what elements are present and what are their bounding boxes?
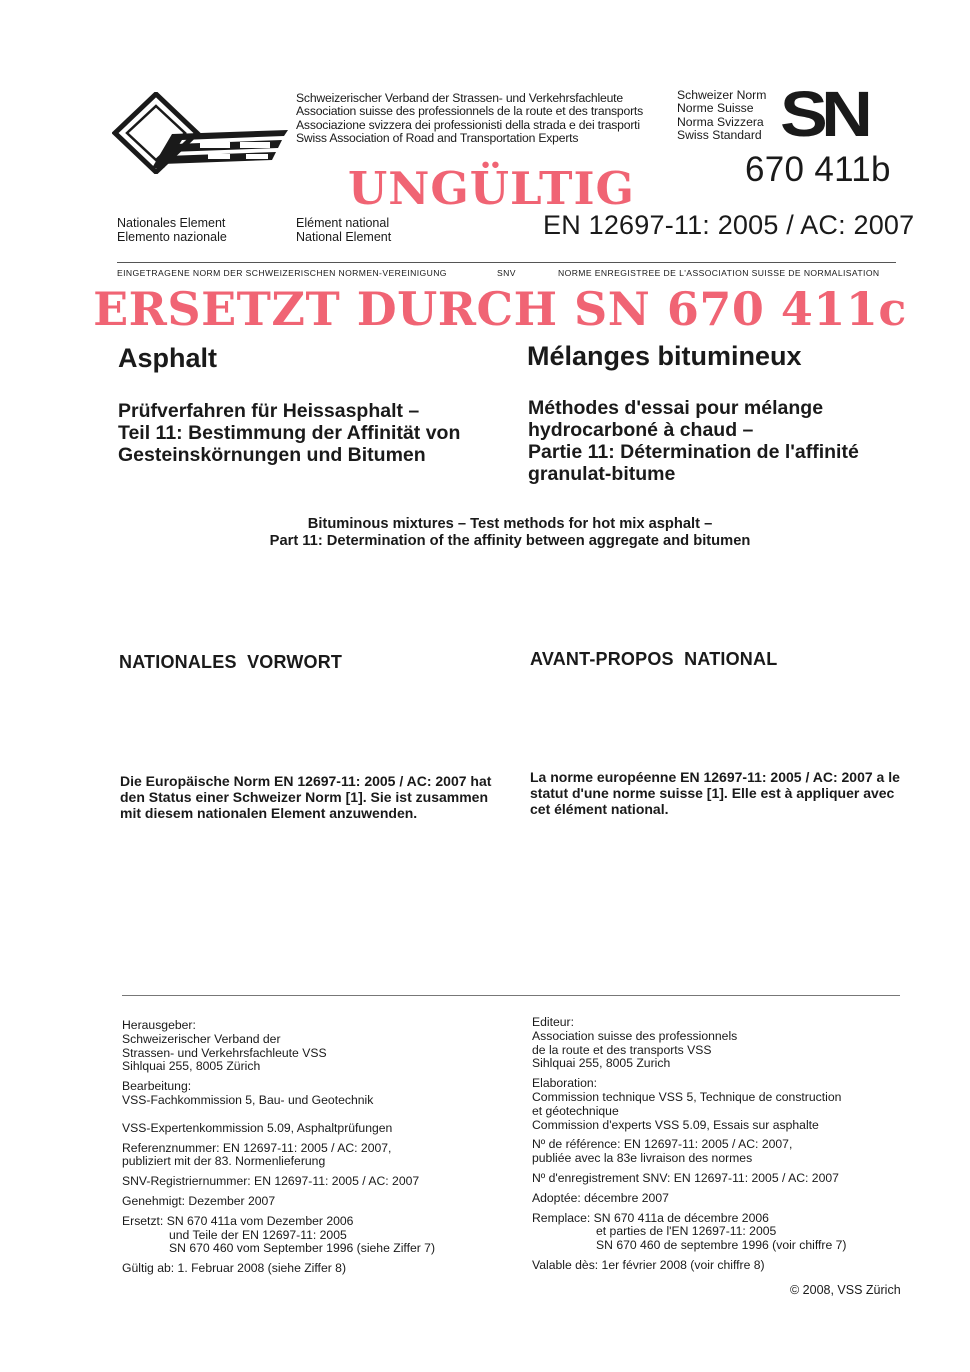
- norm-type-it: Norma Svizzera: [677, 114, 764, 129]
- national-element-fr: Elément national: [296, 216, 390, 230]
- imprint-de: [122, 1019, 435, 1276]
- foreword-de-line: den Status einer Schweizer Norm [1]. Sie ist zusammen: [120, 789, 488, 805]
- imprint-fr-line: SN 670 460 de septembre 1996 (voir chiffre 7): [596, 1238, 847, 1253]
- norm-type: [677, 89, 766, 143]
- association-fr: Association suisse des professionnels de la route et des transports: [296, 104, 644, 119]
- foreword-heading-de: NATIONALES VORWORT: [119, 652, 343, 672]
- norm-type-en: Swiss Standard: [677, 128, 762, 143]
- imprint-de-line: und Teile der EN 12697-11: 2005: [169, 1227, 347, 1242]
- national-element-fr-en: [296, 216, 391, 244]
- imprint-de-line: Strassen- und Verkehrsfachleute VSS: [122, 1045, 327, 1060]
- title-en-line: Bituminous mixtures – Test methods for hot mix asphalt –: [307, 516, 713, 532]
- vss-logo: [112, 92, 290, 174]
- imprint-de-line: Ersetzt: SN 670 411a vom Dezember 2006: [122, 1213, 354, 1228]
- title-de-main: Asphalt: [118, 343, 218, 373]
- imprint-de-line: Sihlquai 255, 8005 Zürich: [122, 1059, 261, 1074]
- imprint-fr-line: Nº de référence: EN 12697-11: 2005 / AC: 2007,: [532, 1137, 793, 1152]
- en-reference: EN 12697-11: 2005 / AC: 2007: [543, 210, 915, 240]
- imprint-fr-line: Commission technique VSS 5, Technique de construction: [532, 1089, 842, 1104]
- association-en: Swiss Association of Road and Transportation Experts: [296, 131, 579, 146]
- divider: [117, 262, 896, 263]
- imprint-de-line: VSS-Fachkommission 5, Bau- und Geotechnik: [122, 1092, 374, 1107]
- imprint-de-line: VSS-Expertenkommission 5.09, Asphaltprüfungen: [122, 1120, 393, 1135]
- imprint-de-line: Herausgeber:: [122, 1018, 196, 1032]
- imprint-fr-line: publiée avec la 83e livraison des normes: [532, 1151, 753, 1166]
- foreword-fr-line: cet élément national.: [530, 801, 669, 817]
- imprint-de-line: Referenznummer: EN 12697-11: 2005 / AC: 2007,: [122, 1140, 392, 1155]
- national-element-en: National Element: [296, 230, 392, 244]
- imprint-fr-line: Association suisse des professionnels: [532, 1028, 738, 1043]
- sn-logo: SN: [780, 78, 867, 150]
- imprint-fr-line: Commission d'experts VSS 5.09, Essais sur asphalte: [532, 1117, 819, 1132]
- imprint-de-line: Bearbeitung:: [122, 1079, 192, 1094]
- title-fr-sub: [528, 397, 859, 485]
- national-element-de-it: [117, 216, 227, 244]
- norm-type-fr: Norme Suisse: [677, 101, 754, 116]
- registration-right: NORME ENREGISTREE DE L'ASSOCIATION SUISSE DE NORMALISATION: [558, 268, 880, 278]
- foreword-text-de: [120, 773, 491, 821]
- foreword-de-line: mit diesem nationalen Element anzuwenden.: [120, 805, 418, 821]
- foreword-fr-line: statut d'une norme suisse [1]. Elle est à appliquer avec: [530, 785, 895, 801]
- title-en-line: Part 11: Determination of the affinity between aggregate and bitumen: [269, 533, 751, 549]
- association-de: Schweizerischer Verband der Strassen- und Verkehrsfachleute: [296, 91, 623, 105]
- title-fr-line: Méthodes d'essai pour mélange: [528, 397, 824, 419]
- imprint-de-line: Genehmigt: Dezember 2007: [122, 1193, 276, 1208]
- imprint-fr-line: Editeur:: [532, 1015, 575, 1029]
- imprint-de-line: SN 670 460 vom September 1996 (siehe Ziffer 7): [169, 1241, 436, 1256]
- association-names: [296, 92, 643, 146]
- title-fr-line: hydrocarboné à chaud –: [528, 419, 754, 441]
- imprint-de-line: Schweizerischer Verband der: [122, 1031, 281, 1046]
- imprint-fr-line: et géotechnique: [532, 1103, 619, 1118]
- imprint-fr-line: et parties de l'EN 12697-11: 2005: [596, 1224, 777, 1239]
- title-fr-main: Mélanges bitumineux: [527, 341, 802, 371]
- copyright: © 2008, VSS Zürich: [790, 1283, 901, 1297]
- title-de-line: Teil 11: Bestimmung der Affinität von: [118, 422, 461, 444]
- foreword-heading-fr: AVANT-PROPOS NATIONAL: [530, 649, 778, 669]
- title-fr-line: granulat-bitume: [528, 463, 676, 485]
- title-de-sub: [118, 400, 460, 466]
- registration-middle: SNV: [497, 268, 516, 278]
- foreword-text-fr: [530, 769, 900, 817]
- national-element-de: Nationales Element: [117, 216, 226, 230]
- registration-left: EINGETRAGENE NORM DER SCHWEIZERISCHEN NORMEN-VEREINIGUNG: [117, 268, 447, 278]
- imprint-de-line: Gültig ab: 1. Februar 2008 (siehe Ziffer 8): [122, 1261, 347, 1276]
- imprint-de-line: publiziert mit der 83. Normenlieferung: [122, 1154, 326, 1169]
- imprint-fr-line: Adoptée: décembre 2007: [532, 1190, 669, 1205]
- norm-type-de: Schweizer Norm: [677, 88, 767, 102]
- title-fr-line: Partie 11: Détermination de l'affinité: [528, 441, 859, 463]
- title-de-line: Prüfverfahren für Heissasphalt –: [118, 400, 420, 422]
- document-number: 670 411b: [745, 150, 891, 189]
- imprint-fr-line: Sihlquai 255, 8005 Zurich: [532, 1056, 671, 1071]
- national-element-it: Elemento nazionale: [117, 230, 227, 244]
- invalid-stamp: UNGÜLTIG: [348, 162, 635, 215]
- imprint-fr-line: de la route et des transports VSS: [532, 1042, 712, 1057]
- association-it: Associazione svizzera dei professionisti della strada e dei trasporti: [296, 117, 640, 132]
- imprint-fr: [532, 1016, 846, 1273]
- imprint-fr-line: Valable dès: 1er février 2008 (voir chiffre 8): [532, 1257, 765, 1272]
- replaced-stamp: ERSETZT DURCH SN 670 411c: [93, 282, 907, 336]
- imprint-fr-line: Elaboration:: [532, 1076, 598, 1091]
- imprint-fr-line: Nº d'enregistrement SNV: EN 12697-11: 2005 / AC: 2007: [532, 1170, 839, 1185]
- imprint-fr-line: Remplace: SN 670 411a de décembre 2006: [532, 1210, 769, 1225]
- title-en: [130, 516, 890, 550]
- title-de-line: Gesteinskörnungen und Bitumen: [118, 444, 426, 466]
- foreword-fr-line: La norme européenne EN 12697-11: 2005 / AC: 2007 a le: [530, 769, 900, 785]
- imprint-de-line: SNV-Registriernummer: EN 12697-11: 2005 / AC: 2007: [122, 1174, 420, 1189]
- foreword-de-line: Die Europäische Norm EN 12697-11: 2005 / AC: 2007 hat: [120, 773, 492, 789]
- divider: [122, 995, 900, 996]
